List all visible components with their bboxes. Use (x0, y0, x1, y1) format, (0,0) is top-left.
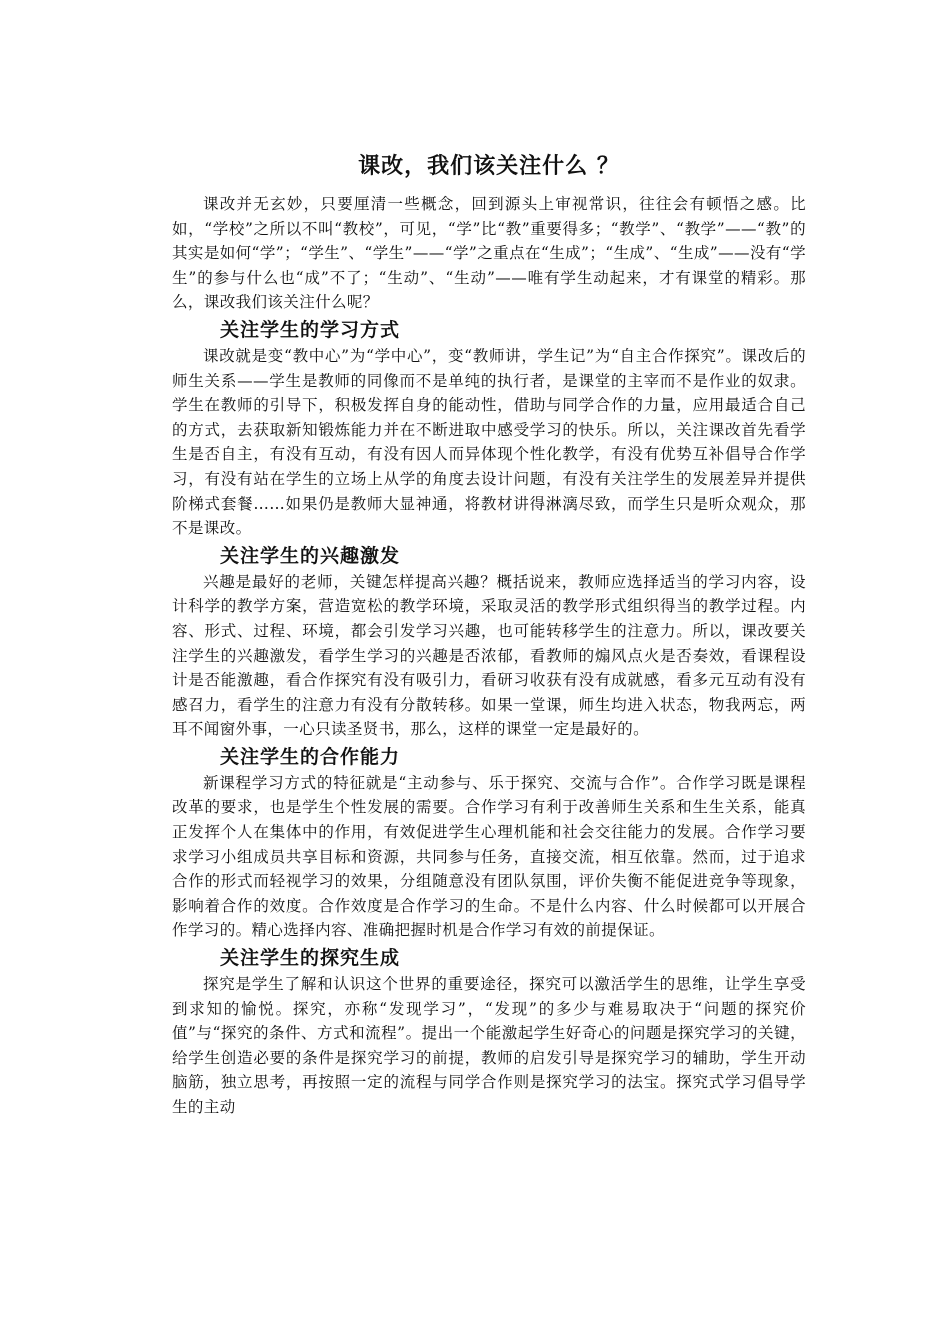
section-heading-inquiry: 关注学生的探究生成 (220, 947, 401, 970)
article (172, 152, 806, 1120)
section-paragraph-cooperation: 新课程学习方式的特征就是“主动参与、乐于探究、交流与合作”。合作学习既是课程改革的要求，也是学生个性发展的需要。合作学习有利于改善师生关系和生生关系，能真正发挥个人在集体中的作用，有效促进学生心理机能和社会交往能力的发展。合作学习要求学习小组成员共享目标和资源，共同参与任务，直接交流，相互依靠。然而，过于追求合作的形式而轻视学习的效果，分组随意没有团队氛围，评价失衡不能促进竞争等现象，影响着合作的效度。合作效度是合作学习的生命。不是什么内容、什么时候都可以开展合作学习的。精心选择内容、准确把握时机是合作学习有效的前提保证。 (172, 773, 806, 940)
section-paragraph-interest: 兴趣是最好的老师，关键怎样提高兴趣？概括说来，教师应选择适当的学习内容，设计科学的教学方案，营造宽松的教学环境，采取灵活的教学形式组织得当的教学过程。内容、形式、过程、环境，都会引发学习兴趣，也可能转移学生的注意力。所以，课改要关注学生的兴趣激发，看学生学习的兴趣是否浓郁，看教师的煽风点火是否奏效，看课程设计是否能激趣，看合作探究有没有吸引力，看研习收获有没有成就感，看多元互动有没有感召力，看学生的注意力有没有分散转移。如果一堂课，师生均进入状态，物我两忘，两耳不闻窗外事，一心只读圣贤书，那么，这样的课堂一定是最好的。 (172, 572, 806, 739)
article-title: 课改，我们该关注什么 ？ (358, 154, 620, 179)
section-heading-interest: 关注学生的兴趣激发 (220, 544, 401, 567)
section-paragraph-inquiry: 探究是学生了解和认识这个世界的重要途径，探究可以激活学生的思维，让学生享受到求知的愉悦。探究，亦称“发现学习”，“发现”的多少与难易取决于“问题的探究价值”与“探究的条件、方式和流程”。提出一个能激起学生好奇心的问题是探究学习的关键，给学生创造必要的条件是探究学习的前提，教师的启发引导是探究学习的辅助，学生开动脑筋，独立思考，再按照一定的流程与同学合作则是探究学习的法宝。探究式学习倡导学生的主动 (172, 975, 806, 1116)
section-paragraph-learning-method: 课改就是变“教中心”为“学中心”，变“教师讲，学生记”为“自主合作探究”。课改后的师生关系——学生是教师的同像而不是单纯的执行者，是课堂的主宰而不是作业的奴隶。学生在教师的引导下，积极发挥自身的能动性，借助与同学合作的力量，应用最适合自己的方式，去获取新知锻炼能力并在不断进取中感受学习的快乐。所以，关注课改首先看学生是否自主，有没有互动，有没有因人而异体现个性化教学，有没有优势互补倡导合作学习，有没有站在学生的立场上从学的角度去设计问题，有没有关注学生的发展差异并提供阶梯式套餐……如果仍是教师大显神通，将教材讲得淋漓尽致，而学生只是听众观众，那不是课改。 (172, 346, 806, 538)
section-heading-cooperation: 关注学生的合作能力 (220, 745, 401, 768)
section-heading-learning-method: 关注学生的学习方式 (220, 318, 401, 341)
intro-paragraph: 课改并无玄妙，只要厘清一些概念，回到源头上审视常识，往往会有顿悟之感。比如，“学校”之所以不叫“教校”，可见，“学”比“教”重要得多；“教学”、“教学”——“教”的其实是如何“学”；“学生”、“学生”——“学”之重点在“生成”；“生成”、“生成”——没有“学生”的参与什么也“成”不了；“生动”、“生动”——唯有学生动起来，才有课堂的精彩。那么，课改我们该关注什么呢？ (172, 195, 806, 312)
